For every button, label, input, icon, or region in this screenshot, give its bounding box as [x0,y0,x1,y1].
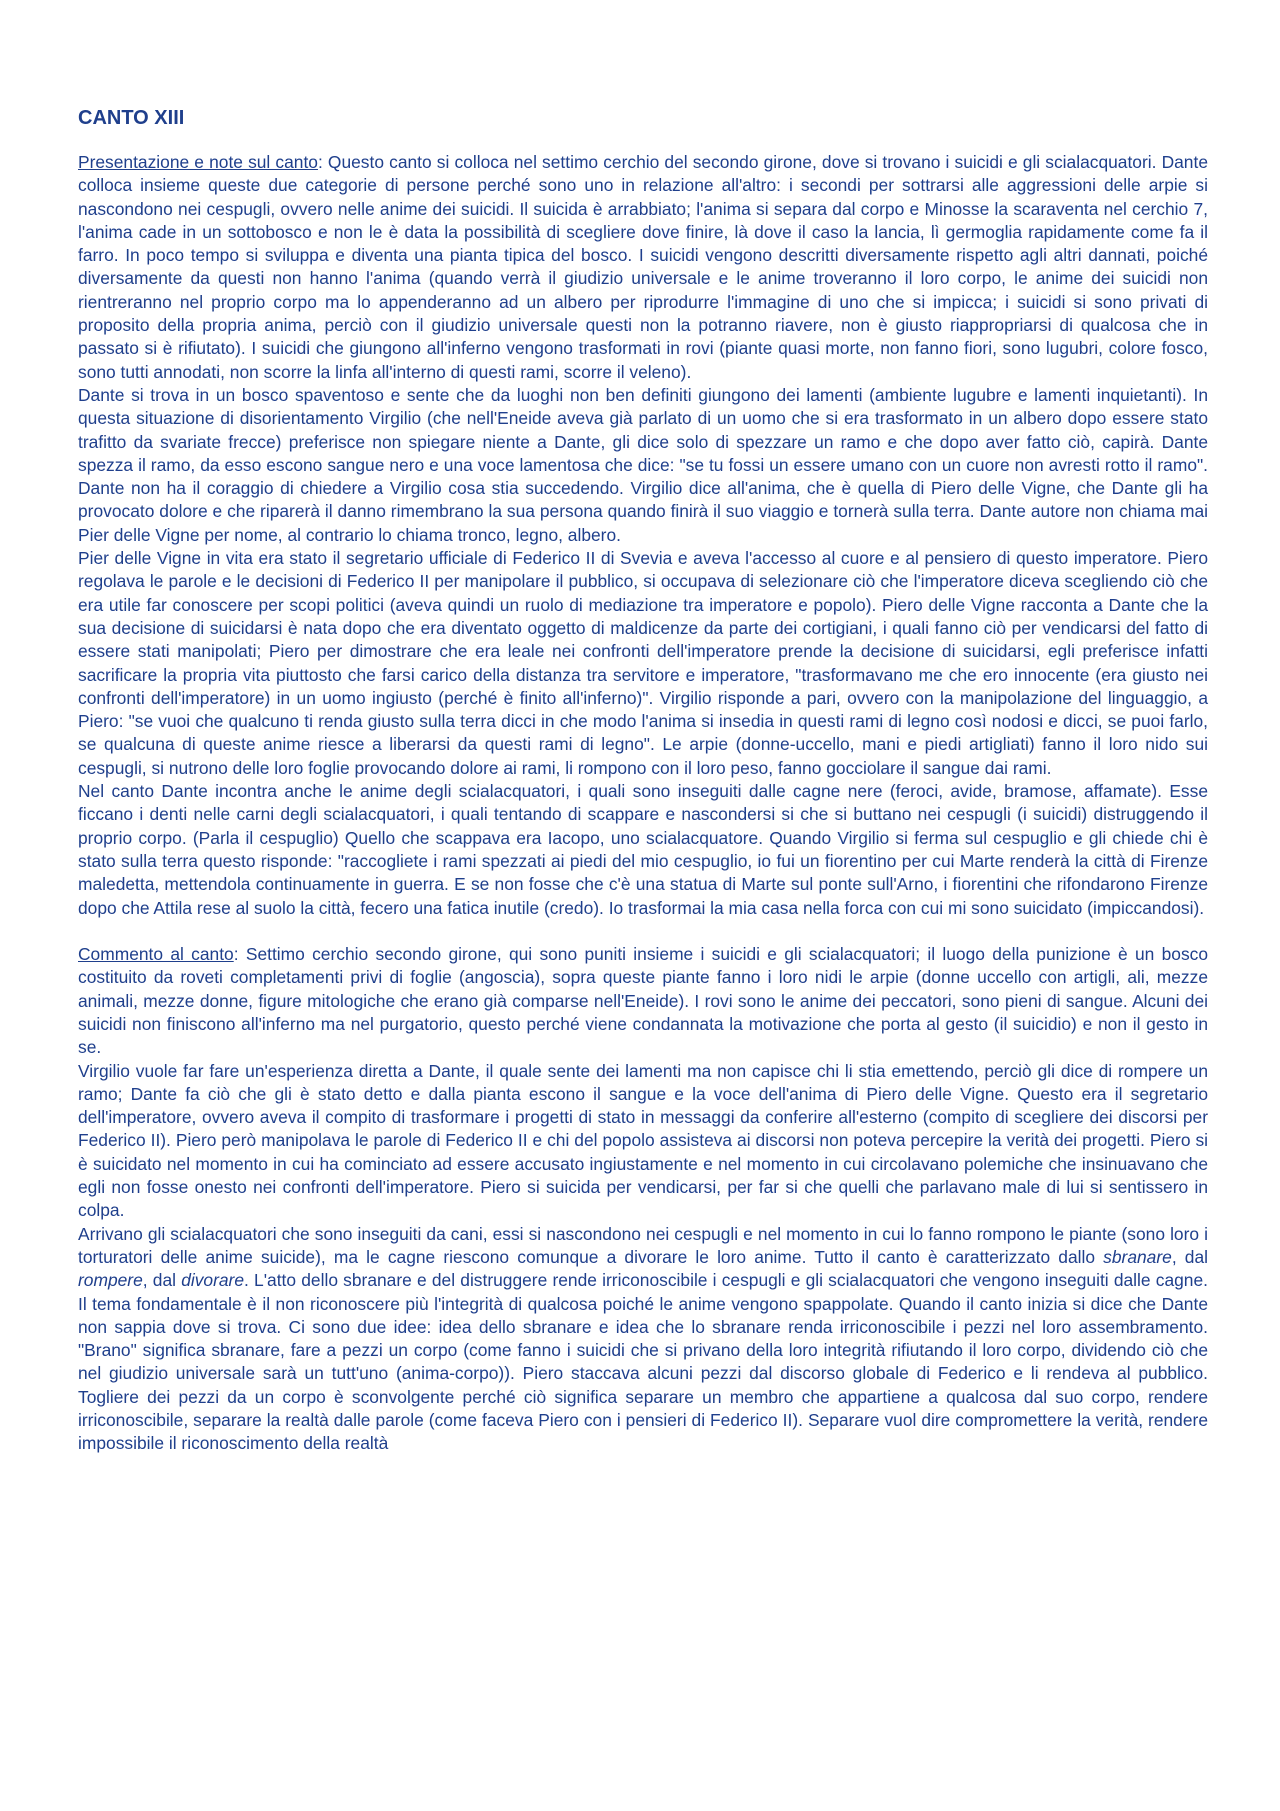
section-label-presentazione: Presentazione e note sul canto [78,152,318,172]
paragraph-text: Settimo cerchio secondo girone, qui sono puniti insieme i suicidi e gli scialacquatori; il luogo della punizione è un bosco costituito da roveti completamenti privi di foglie (angoscia), sopra queste piante fanno i loro nidi le arpie (donne uccello con artigli, ali, mezze animali, mezze donne, figure mitologiche che erano già comparse nell'Eneide). I rovi sono le anime dei peccatori, sono pieni di sangue. Alcuni dei suicidi non finiscono all'inferno ma nel purgatorio, questo perché viene condannata la motivazione che porta al gesto (il suicidio) e non il gesto in se. [78,944,1209,1058]
section-presentazione-intro [78,151,1208,384]
paragraph: Dante si trova in un bosco spaventoso e sente che da luoghi non ben definiti giungono dei lamenti (ambiente lugubre e lamenti inquietanti). In questa situazione di disorientamento Virgilio (che nell'Eneide aveva già parlato di un uomo che si era trasformato in un albero dopo essere stato trafitto da svariate frecce) preferisce non spiegare niente a Dante, gli dice solo di spezzare un ramo e che dopo aver fatto ciò, capirà. Dante spezza il ramo, da esso escono sangue nero e una voce lamentosa che dice: "se tu fossi un essere umano con un cuore non avresti rotto il ramo". Dante non ha il coraggio di chiedere a Virgilio cosa stia succedendo. Virgilio dice all'anima, che è quella di Piero delle Vigne, che Dante gli ha provocato dolore e che riparerà il danno rimembrano la sua persona quando finirà il suo viaggio e tornerà sulla terra. Dante autore non chiama mai Pier delle Vigne per nome, al contrario lo chiama tronco, legno, albero. [78,384,1208,545]
paragraph-text: , dal [1171,1246,1208,1267]
paragraph-text: , dal [142,1270,182,1291]
section-label-commento: Commento al canto [78,944,234,965]
paragraph [78,1223,1208,1456]
document-page [78,106,1208,1456]
label-colon: : [317,152,323,172]
paragraph: Pier delle Vigne in vita era stato il segretario ufficiale di Federico II di Svevia e aveva l'accesso al cuore e al pensiero di questo imperatore. Piero regolava le parole e le decisioni di Federico II per manipolare il pubblico, si occupava di selezionare ciò che l'imperatore diceva scegliendo ciò che era utile far conoscere per scopi politici (aveva quindi un ruolo di mediazione tra imperatore e popolo). Piero delle Vigne racconta a Dante che la sua decisione di suicidarsi è nata dopo che era diventato oggetto di maldicenze da parte dei cortigiani, i quali fanno ciò per vendicarsi del fatto di essere stati manipolati; Piero per dimostrare che era leale nei confronti dell'imperatore prende la decisione di suicidarsi, egli preferisce infatti sacrificare la propria vita piuttosto che farsi carico della distanza tra servitore e imperatore, "trasformavano me che ero innocente (era giusto nei confronti dell'imperatore) in un uomo ingiusto (perché è finito all'inferno)". Virgilio risponde a pari, ovvero con la manipolazione del linguaggio, a Piero: "se vuoi che qualcuno ti renda giusto sulla terra dicci in che modo l'anima si insedia in questi rami di legno così nodosi e dicci, se puoi farlo, se qualcuna di queste anime riesce a liberarsi da questi rami di legno". Le arpie (donne-uccello, mani e piedi artigliati) fanno il loro nido sui cespugli, si nutrono delle loro foglie provocando dolore ai rami, li rompono con il loro peso, fanno gocciolare il sangue dai rami. [78,548,1208,778]
paragraph-text: Arrivano gli scialacquatori che sono inseguiti da cani, essi si nascondono nei cespugli e nel momento in cui lo fanno rompono le piante (sono loro i torturatori delle anime suicide), ma le cagne riescono comunque a divorare le loro anime. Tutto il canto è caratterizzato dallo [78,1223,1208,1267]
paragraph-text: . L'atto dello sbranare e del distruggere rende irriconoscibile i cespugli e gli scialacquatori che vengono inseguiti dalle cagne. Il tema fondamentale è il non riconoscere più l'integrità di qualcosa poiché le anime vengono spappolate. Quando il canto inizia si dice che Dante non sappia dove si trova. Ci sono due idee: idea dello sbranare e idea che lo sbranare renda irriconoscibile i pezzi nel loro assembramento. "Brano" significa sbranare, fare a pezzi un corpo (come fanno i suicidi che si privano della loro integrità rifiutando il loro corpo, dividendo ciò che nel giudizio universale sarà un tutt'uno (anima-corpo)). Piero staccava alcuni pezzi dal discorso globale di Federico e li rendeva al pubblico. Togliere dei pezzi da un corpo è sconvolgente perché ciò significa separare un membro che appartiene a qualcosa dal suo corpo, rendere irriconoscibile, separare la realtà dalle parole (come faceva Piero con i pensieri di Federico II). Separare vuol dire compromettere la verità, rendere impossibile il riconoscimento della realtà [78,1270,1208,1454]
section-spacer [78,920,1208,943]
paragraph: Virgilio vuole far fare un'esperienza diretta a Dante, il quale sente dei lamenti ma non capisce chi li stia emettendo, perciò gli dice di rompere un ramo; Dante fa ciò che gli è stato detto e dalla pianta escono il sangue e la voce dell'anima di Piero delle Vigne. Questo era il segretario dell'imperatore, ovvero aveva il compito di trasformare i progetti di stato in messaggi da conferire all'esterno (compito di scegliere dei discorsi per Federico II). Piero però manipolava le parole di Federico II e chi del popolo assisteva ai discorsi non poteva percepire la verità dei progetti. Piero si è suicidato nel momento in cui ha cominciato ad essere accusato ingiustamente e nel momento in cui circolavano polemiche che insinuavano che egli non fosse onesto nei confronti dell'imperatore. Piero si suicida per vendicarsi, per far si che quelli che parlavano male di lui si sentissero in colpa. [78,1060,1208,1221]
label-colon: : [233,944,239,965]
section-commento-intro [78,943,1208,1059]
emphasis-sbranare: sbranare [1103,1246,1172,1267]
emphasis-divorare: divorare [181,1270,245,1291]
paragraph: Nel canto Dante incontra anche le anime degli scialacquatori, i quali sono inseguiti dalle cagne nere (feroci, avide, bramose, affamate). Esse ficcano i denti nelle carni degli scialacquatori, i quali tentando di scappare e nascondersi si che si buttano nei cespugli (i suicidi) distruggendo il proprio corpo. (Parla il cespuglio) Quello che scappava era Iacopo, uno scialacquatore. Quando Virgilio si ferma sul cespuglio e gli chiede chi è stato sulla terra questo risponde: "raccogliete i rami spezzati ai piedi del mio cespuglio, io fui un fiorentino per cui Marte renderà la città di Firenze maledetta, mettendola continuamente in guerra. E se non fosse che c'è una statua di Marte sul ponte sull'Arno, i fiorentini che rifondarono Firenze dopo che Attila rese al suolo la città, fecero una fatica inutile (credo). Io trasformai la mia casa nella forca con cui mi sono suicidato (impiccandosi). [78,781,1208,918]
paragraph-text: Questo canto si colloca nel settimo cerchio del secondo girone, dove si trovano i suicidi e gli scialacquatori. Dante colloca insieme queste due categorie di persone perché sono uno in relazione all'altro: i secondi per sottrarsi alle aggressioni delle arpie si nascondono nei cespugli, ovvero nelle anime dei suicidi. Il suicida è arrabbiato; l'anima si separa dal corpo e Minosse la scaraventa nel cerchio 7, l'anima cade in un sottobosco e non le è data la possibilità di scegliere dove finire, là dove il caso la lancia, lì germoglia rapidamente come fa il farro. In poco tempo si sviluppa e diventa una pianta tipica del bosco. I suicidi vengono descritti diversamente rispetto agli altri dannati, poiché diversamente da questi non hanno l'anima (quando verrà il giudizio universale e le anime troveranno il loro corpo, le anime dei suicidi non rientreranno nel proprio corpo ma lo appenderanno ad un albero per riprodurre l'immagine di uno che si impicca; i suicidi si sono privati di proposito della propria anima, perciò con il giudizio universale questi non la potranno riavere, non è giusto riappropriarsi di qualcosa che in passato si è rifiutato). I suicidi che giungono all'inferno vengono trasformati in rovi (piante quasi morte, non fanno fiori, sono lugubri, colore fosco, sono tutti annodati, non scorre la linfa all'interno di questi rami, scorre il veleno). [78,152,1208,382]
document-title: CANTO XIII [78,107,185,129]
emphasis-rompere: rompere [78,1270,143,1291]
